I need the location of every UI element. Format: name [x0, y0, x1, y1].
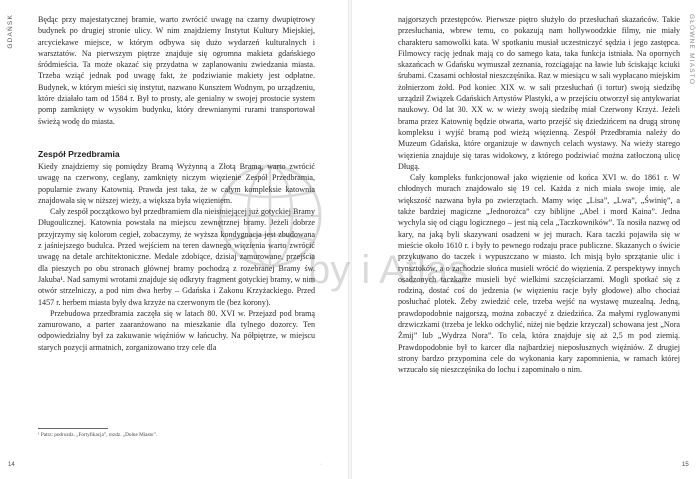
intro-paragraph: Będąc przy majestatycznej bramie, warto zwrócić uwagę na czarny dwupiętrowy budynek po drugiej stronie ulicy. W nim znajdziemy Instytut Kultury Miejskiej, arcyciekawe miejsce, w którym odbywa się dużo wydarzeń kulturalnych i warsztatów. Na pierwszym piętrze znajduje się ogromna makieta gdańskiego śródmieścia. Ta może okazać się przydatna w zaplanowaniu zwiedzania miasta. Trzeba wziąć jednak pod uwagę fakt, że podziwianie makiety jest odpłatne. Budynek, w którym mieści się instytut, nazwano Kunsztem Wodnym, po urządzeniu, które działało tam od 1584 r. Był to prosty, ale genialny w swojej prostocie system pomp zamknięty w wysokim budynku, który drewnianymi rurami transportował świeżą wodę do miasta.: [38, 15, 315, 126]
page-center-mark: ·: [320, 462, 322, 468]
right-page-number: 15: [682, 462, 689, 468]
section-paragraph-3: Przebudowa przedbramia zaczęła się w latach 80. XVI w. Przejazd pod bramą zamurowano, a parter zaaranżowano na mieszkanie dla tylnego dozorcy. Ten odpowiedzialny był za zakuwanie więźniów w łańcuchy. Na półpiętrze, w miejscu starych pozycji armatnich, zorganizowano trzy cele dla: [38, 308, 315, 352]
section-paragraph-1: Kiedy znajdziemy się pomiędzy Bramą Wyżynną a Złotą Bramą, warto zwrócić uwagę na czerwony, ceglany, zamknięty niczym więzienie Zespół Przedbramia, popularnie zwany Katownią. Prawda jest taka, że w całym kompleksie katownia znajdowała się w niższej wieży, a większa była więzieniem.: [38, 161, 315, 205]
right-side-label: GŁÓWNE MIASTO: [688, 14, 695, 86]
watermark-text: by i Atlas: [308, 248, 469, 292]
footnote: ¹ Patrz: podrozdz. „Fortyfikacja”, rozdz. „Dolne Miasto”.: [38, 432, 158, 438]
section-paragraph-2: Cały zespół początkowo był przedbramiem dla nieistniejącej już gotyckiej Bramy Długoulicznej. Katownia powstała na miejscu zewnętrznej bramy. Jeżeli dobrze przyjrzymy się kolorom cegieł, zobaczymy, że wyższa kondygnacja jest zbudowana z jaśniejszego budulca. Przed wejściem na teren dawnego więzienia warto zwrócić uwagę na detale architektoniczne. Medale zdobiące, dzisiaj zamurowane, przejścia dla pieszych po obu stronach głównej bramy pochodzą z rozebranej Bramy św. Jakuba¹. Nad samymi wrotami znajduje się odkryty fragment gotyckiej bramy, w nim otwór strzelniczy, a pod nim dwa herby – Gdańska i Zakonu Krzyżackiego. Przed 1457 r. herbem miasta były dwa krzyże na czerwonym tle (bez korony).: [38, 207, 315, 307]
section-title: Zespół Przedbramia: [38, 148, 120, 159]
left-side-label: GDAŃSK: [7, 14, 14, 49]
left-page: [0, 0, 348, 479]
right-page: [352, 0, 700, 479]
footnote-divider: [38, 428, 108, 429]
left-page-number: 14: [8, 462, 15, 468]
right-text-block: [398, 14, 680, 376]
left-text-block: [38, 14, 315, 353]
right-paragraph-2: Cały kompleks funkcjonował jako więzienie od końca XVI w. do 1861 r. W chłodnych murach znajdowało się 19 cel. Każda z nich miała swoje imię, ale większość nazwana była po zwierzętach. Mamy więc „Lisa”, „Lwa”, „Świnię”, a także bardziej magiczne „Jednorożca” czy biblijne „Abel i mord Kaina”. Jedna wychyla się od ciągu logicznego – jest nią cela „Taczkowników”. Ta nosiła nazwę od kary, na jaką byli skazywani osadzeni w jej murach. Kara taczki pojawiła się w mieście około 1610 r. i były to pewnego rodzaju prace publiczne. Skazanych o świcie przykuwano do taczek i wypuszczano w miasto. Ich misją było sprzątanie ulic i rynsztoków, a o zachodzie słońca musieli wrócić do więzienia. Z perspektywy innych osadzonych taczkarze musieli być wielkimi szczęściarzami. Mogli spotkać się z rodziną, dostać coś do jedzenia (w więzieniu racje były głodowe) albo chociaż posłuchać plotek. Żeby zwiedzić cele, trzeba wejść na wystawę muzealną. Jedną, prawdopodobnie najgorszą, można zobaczyć z dziedzińca. Za małymi ryglowanymi drzwiczkami (trzeba je lekko odchylić, niżej nie będzie krzyczał) schowana jest „Nora Żmij” lub „Wydrza Nora”. To cela, która znajduje się aż 2,5 m pod ziemią. Prawdopodobnie był to karcer dla najbardziej nieposłusznych więźniów. Z drugiej strony bardzo przypomina cele do wykonania kary zapomnienia, w ramach której wrzucało się nieszczęśnika do lochu i zapominało o nim.: [398, 173, 680, 375]
right-paragraph-1: najgorszych przestępców. Pierwsze piętro służyło do przesłuchań skazańców. Takie przesłuchania, wbrew temu, co pokazują nam hollywoodzkie filmy, nie miały charakteru samowolki kata. W spotkaniu musiał uczestniczyć sędzia i jego zastępca. Filmowcy rację jednak mają co do samego kata, taka funkcja istniała. Na opornych skazańcach w Gdańsku wymuszał zeznania, rozciągając na ławie lub ściskając kciuki śrubami. Czasami ochłostał nieszczęśnika. Raz w miesiącu w sali wypłacano miejskim żołnierzom żołd. Pod koniec XIX w. w sali przesłuchań (i tortur) swoją siedzibę urządził Związek Gdańskich Artystów Plastyki, a w przejściu otworzył się antykwariat naukowy. Od lat 30. XX w. w wieży swoją siedzibę miał Czerwony Krzyż. Jeżeli brama przez Katownię będzie otwarta, warto przejść się dziedzińcem na drugą stronę kompleksu i wyjść bramą pod wieżą więzienną. Zespół Przedbramia należy do Muzeum Gdańska, które organizuje w dawnych celach wystawy. Na wieży starego więzienia znajduje się taras widokowy, z którego podziwiać można zatłoczoną ulicę Długą.: [398, 15, 680, 171]
